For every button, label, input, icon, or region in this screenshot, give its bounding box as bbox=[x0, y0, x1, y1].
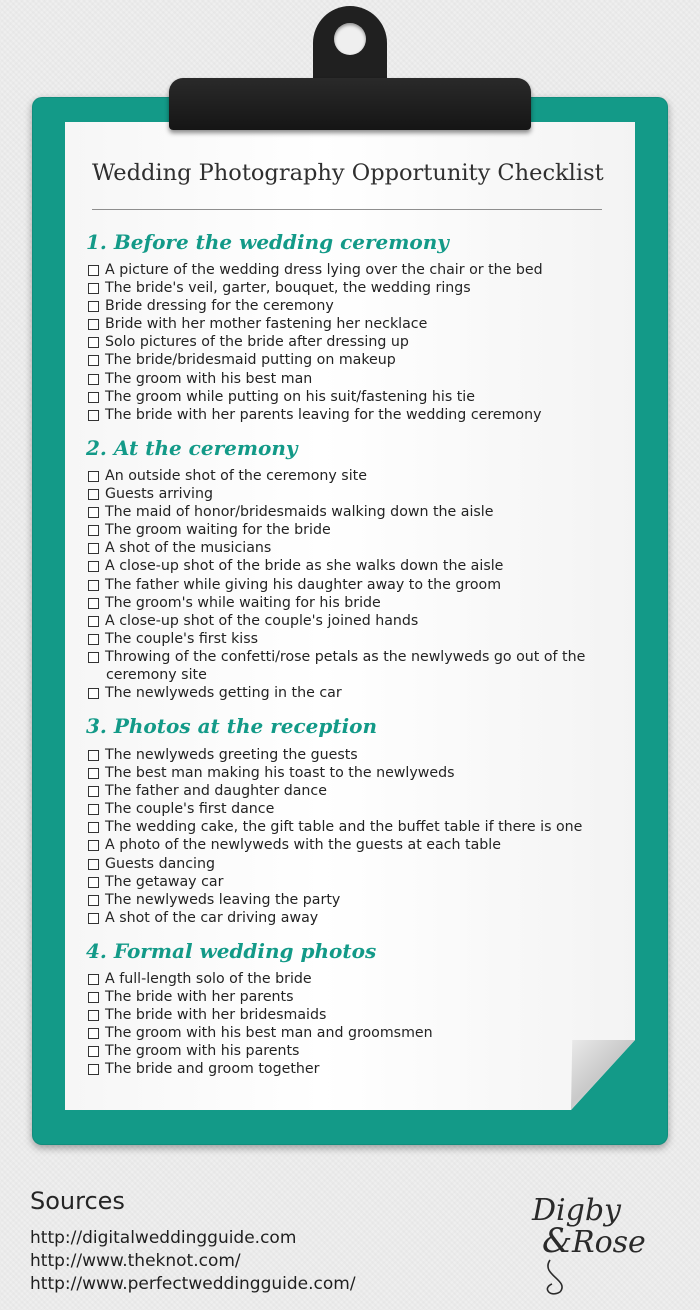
checklist-item-label: The best man making his toast to the newlyweds bbox=[105, 765, 455, 782]
checklist-item[interactable] bbox=[87, 594, 585, 612]
checklist-item[interactable] bbox=[87, 1042, 433, 1060]
checkbox[interactable] bbox=[88, 688, 99, 699]
checklist-section-1 bbox=[87, 261, 543, 424]
checklist-item-label: Throwing of the confetti/rose petals as the newlyweds go out of the bbox=[105, 648, 586, 665]
checklist-item-label: The wedding cake, the gift table and the buffet table if there is one bbox=[105, 819, 583, 836]
checklist-item-label: A full-length solo of the bride bbox=[105, 971, 312, 987]
checklist-item[interactable] bbox=[87, 576, 585, 594]
checklist-item[interactable] bbox=[87, 539, 585, 557]
checklist-item[interactable] bbox=[87, 800, 582, 818]
checklist-item-label: A close-up shot of the bride as she walks down the aisle bbox=[105, 558, 504, 575]
checklist-item-label: The maid of honor/bridesmaids walking down the aisle bbox=[105, 504, 494, 521]
checkbox[interactable] bbox=[88, 392, 99, 403]
checklist-item-label: The newlyweds greeting the guests bbox=[105, 747, 358, 763]
checklist-item-label: The bride with her parents bbox=[105, 989, 294, 1006]
checkbox[interactable] bbox=[88, 616, 99, 627]
logo-flourish bbox=[547, 1260, 562, 1294]
checklist-item-label: Bride dressing for the ceremony bbox=[105, 298, 334, 315]
checklist-item-label: The father while giving his daughter away to the groom bbox=[105, 576, 502, 593]
checklist-item-label: The bride with her parents leaving for the wedding ceremony bbox=[105, 406, 542, 423]
checkbox[interactable] bbox=[88, 840, 99, 851]
checkbox[interactable] bbox=[88, 877, 99, 888]
checklist-item-label: A close-up shot of the couple's joined hands bbox=[105, 612, 419, 629]
digby-rose-logo bbox=[520, 1180, 670, 1300]
source-link[interactable]: http://www.theknot.com/ bbox=[30, 1251, 241, 1271]
clip-body bbox=[169, 78, 531, 130]
checklist-item[interactable] bbox=[87, 970, 433, 988]
checklist-item-label: The groom waiting for the bride bbox=[105, 522, 331, 539]
checkbox[interactable] bbox=[88, 1010, 99, 1021]
checklist-item-label: Bride with her mother fastening her necklace bbox=[105, 316, 428, 333]
checklist-item[interactable] bbox=[87, 503, 585, 521]
section-heading: 4. Formal wedding photos bbox=[86, 939, 377, 963]
checkbox[interactable] bbox=[88, 301, 99, 312]
checklist-item[interactable] bbox=[87, 630, 585, 648]
checklist-item[interactable] bbox=[87, 261, 543, 279]
checklist-item[interactable] bbox=[87, 521, 585, 539]
checklist-item-label: The groom with his best man and groomsmen bbox=[105, 1025, 433, 1042]
checklist-item[interactable] bbox=[87, 467, 585, 485]
checkbox[interactable] bbox=[88, 319, 99, 330]
page-title: Wedding Photography Opportunity Checklist bbox=[92, 160, 604, 186]
checklist-item-label: The bride and groom together bbox=[105, 1061, 320, 1078]
checklist-section-4 bbox=[87, 970, 433, 1079]
checkbox[interactable] bbox=[88, 507, 99, 518]
checklist-item[interactable] bbox=[87, 279, 543, 297]
checkbox[interactable] bbox=[88, 786, 99, 797]
checklist-item[interactable] bbox=[87, 988, 433, 1006]
checkbox[interactable] bbox=[88, 598, 99, 609]
checklist-section-2 bbox=[87, 467, 585, 702]
checkbox[interactable] bbox=[88, 913, 99, 924]
checklist-item-continuation bbox=[87, 666, 585, 684]
checkbox[interactable] bbox=[88, 992, 99, 1003]
checkbox[interactable] bbox=[88, 859, 99, 870]
checklist-item-label: A shot of the musicians bbox=[105, 540, 272, 557]
checkbox[interactable] bbox=[88, 337, 99, 348]
checkbox[interactable] bbox=[88, 974, 99, 985]
checklist-section-3 bbox=[87, 746, 582, 927]
logo-line-1: Digby bbox=[532, 1193, 622, 1228]
logo-line-2: & bbox=[542, 1221, 573, 1261]
checklist-item-label: An outside shot of the ceremony site bbox=[105, 468, 367, 484]
checklist-item-label: The groom with his best man bbox=[105, 370, 313, 387]
checklist-item-label: The couple's first dance bbox=[105, 801, 275, 818]
checkbox[interactable] bbox=[88, 1064, 99, 1075]
checklist-item[interactable] bbox=[87, 351, 543, 369]
checklist-item-label: The father and daughter dance bbox=[105, 783, 327, 800]
checklist-item-label: A photo of the newlyweds with the guests at each table bbox=[105, 837, 501, 854]
clip-hole bbox=[334, 23, 366, 55]
checklist-item-label: The newlyweds getting in the car bbox=[105, 685, 342, 702]
checklist-item[interactable] bbox=[87, 557, 585, 575]
checkbox[interactable] bbox=[88, 410, 99, 421]
checklist-item[interactable] bbox=[87, 485, 585, 503]
checkbox[interactable] bbox=[88, 634, 99, 645]
checkbox[interactable] bbox=[88, 471, 99, 482]
section-heading: 3. Photos at the reception bbox=[86, 714, 378, 738]
checklist-item-label: Guests arriving bbox=[105, 486, 213, 503]
checkbox[interactable] bbox=[88, 489, 99, 500]
checklist-item[interactable] bbox=[87, 370, 543, 388]
checklist-item-label: A picture of the wedding dress lying over the chair or the bed bbox=[105, 262, 543, 278]
checkbox[interactable] bbox=[88, 580, 99, 591]
checkbox[interactable] bbox=[88, 652, 99, 663]
checkbox[interactable] bbox=[88, 804, 99, 815]
checkbox[interactable] bbox=[88, 355, 99, 366]
checkbox[interactable] bbox=[88, 768, 99, 779]
checklist-item[interactable] bbox=[87, 764, 582, 782]
checklist-item-label: The bride with her bridesmaids bbox=[105, 1007, 327, 1024]
checklist-item[interactable] bbox=[87, 891, 582, 909]
checklist-item-label: The bride's veil, garter, bouquet, the wedding rings bbox=[105, 280, 471, 297]
source-link[interactable]: http://digitalweddingguide.com bbox=[30, 1228, 297, 1248]
sources-title: Sources bbox=[30, 1187, 125, 1215]
checkbox[interactable] bbox=[88, 283, 99, 294]
checklist-item-label: The getaway car bbox=[105, 873, 224, 890]
checklist-item-label: The couple's first kiss bbox=[105, 630, 259, 647]
checklist-item[interactable] bbox=[87, 873, 582, 891]
section-heading: 2. At the ceremony bbox=[86, 436, 298, 460]
title-divider bbox=[92, 209, 602, 210]
checklist-item[interactable] bbox=[87, 333, 543, 351]
checklist-item[interactable] bbox=[87, 836, 582, 854]
checkbox[interactable] bbox=[88, 822, 99, 833]
checkbox[interactable] bbox=[88, 265, 99, 276]
checklist-item[interactable] bbox=[87, 746, 582, 764]
checkbox[interactable] bbox=[88, 543, 99, 554]
checklist-item-label: A shot of the car driving away bbox=[105, 909, 319, 926]
checkbox[interactable] bbox=[88, 1028, 99, 1039]
checklist-item[interactable] bbox=[87, 406, 543, 424]
checklist-item-label: The groom while putting on his suit/fastening his tie bbox=[105, 388, 475, 405]
checkbox[interactable] bbox=[88, 895, 99, 906]
checkbox[interactable] bbox=[88, 374, 99, 385]
checklist-item[interactable] bbox=[87, 818, 582, 836]
checklist-item-label: The newlyweds leaving the party bbox=[105, 891, 341, 908]
source-link[interactable]: http://www.perfectweddingguide.com/ bbox=[30, 1274, 356, 1294]
checklist-item-label: The bride/bridesmaid putting on makeup bbox=[105, 352, 396, 369]
checklist-item[interactable] bbox=[87, 315, 543, 333]
checklist-item[interactable] bbox=[87, 909, 582, 927]
checklist-item-label: Solo pictures of the bride after dressing up bbox=[105, 334, 409, 351]
checkbox[interactable] bbox=[88, 750, 99, 761]
checklist-item[interactable] bbox=[87, 855, 582, 873]
checkbox[interactable] bbox=[88, 1046, 99, 1057]
logo-line-3: Rose bbox=[572, 1225, 646, 1260]
checklist-item-label: Guests dancing bbox=[105, 855, 216, 872]
checklist-item[interactable] bbox=[87, 297, 543, 315]
section-heading: 1. Before the wedding ceremony bbox=[86, 230, 449, 254]
checklist-item[interactable] bbox=[87, 1006, 433, 1024]
checklist-item-label: The groom's while waiting for his bride bbox=[105, 594, 381, 611]
checklist-item[interactable] bbox=[87, 1060, 433, 1078]
checklist-item-label: The groom with his parents bbox=[105, 1043, 300, 1060]
checklist-item-label: ceremony site bbox=[106, 667, 207, 684]
checklist-item[interactable] bbox=[87, 782, 582, 800]
checklist-item[interactable] bbox=[87, 388, 543, 406]
checkbox[interactable] bbox=[88, 561, 99, 572]
checkbox[interactable] bbox=[88, 525, 99, 536]
checklist-item[interactable] bbox=[87, 612, 585, 630]
checklist-item[interactable] bbox=[87, 1024, 433, 1042]
checklist-item[interactable] bbox=[87, 648, 585, 666]
checklist-item[interactable] bbox=[87, 684, 585, 702]
